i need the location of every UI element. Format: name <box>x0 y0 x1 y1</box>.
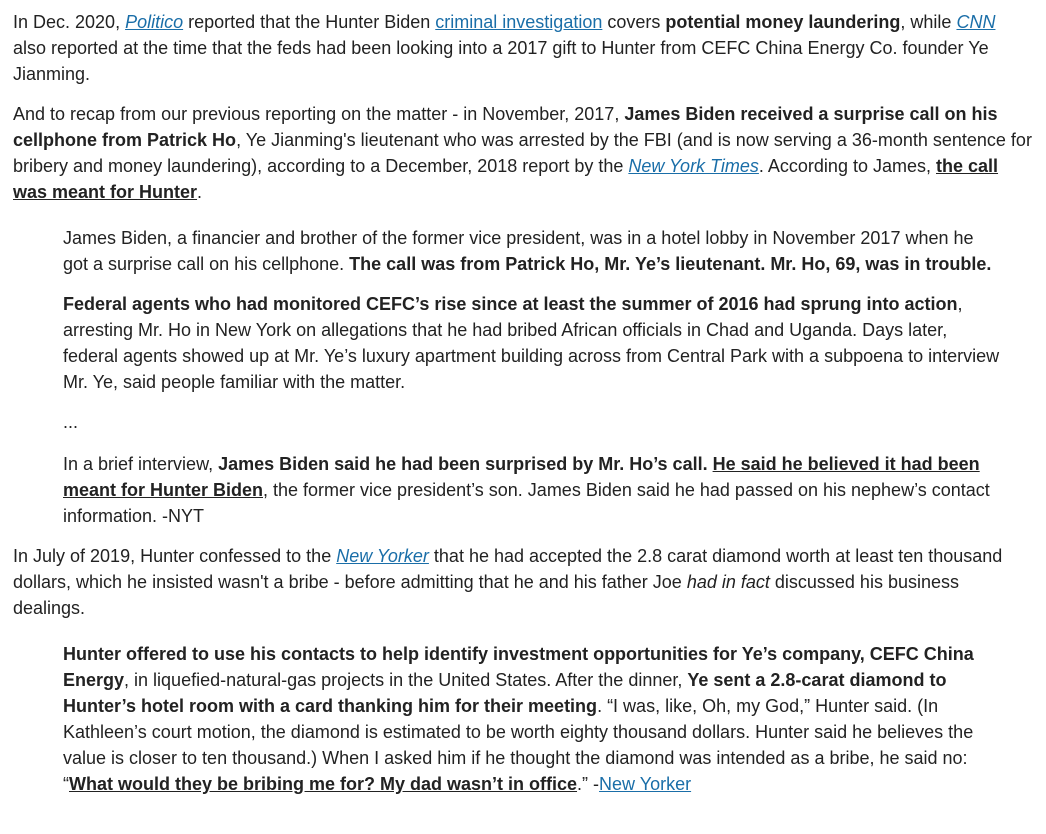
quote-paragraph <box>63 291 1003 395</box>
paragraph-politico <box>13 9 1033 87</box>
quote-paragraph <box>63 451 1003 529</box>
bold-text: James Biden said he had been surprised by Mr. Ho’s call. <box>218 454 708 474</box>
text: that he had accepted the 2.8 carat diamond worth at least ten thousand dollars, which he insisted wasn't a bribe - before admitting that he and his father Joe <box>13 546 1003 592</box>
text: , in liquefied-natural-gas projects in the United States. After the dinner, <box>124 670 688 690</box>
text: In Dec. 2020, <box>13 12 126 32</box>
text: And to recap from our previous reporting on the matter - in November, 2017, <box>13 104 625 124</box>
link-new-yorker[interactable]: New Yorker <box>336 546 429 566</box>
text: . <box>197 182 203 202</box>
quote-paragraph <box>63 641 1003 797</box>
paragraph-new-yorker <box>13 543 1033 621</box>
text: In a brief interview, <box>63 454 219 474</box>
text: , the former vice president’s son. James Biden said he had passed on his nephew’s contact information. -NYT <box>63 480 990 526</box>
quote-paragraph <box>63 225 1003 277</box>
text: In July of 2019, Hunter confessed to the <box>13 546 337 566</box>
quote-ellipsis: ... <box>63 412 79 432</box>
italic-text: had in fact <box>686 572 770 592</box>
bold-text: Ye sent a 2.8-carat diamond to Hunter’s hotel room with a card thanking him for their meeting <box>63 670 947 716</box>
link-new-york-times[interactable]: New York Times <box>628 156 759 176</box>
text: .” - <box>577 774 600 794</box>
bold-underlined-text: the call was meant for Hunter <box>13 156 999 202</box>
bold-text: The call was from Patrick Ho, Mr. Ye’s lieutenant. Mr. Ho, 69, was in trouble. <box>349 254 992 274</box>
bold-text: James Biden received a surprise call on his cellphone from Patrick Ho <box>13 104 998 150</box>
text: reported that the Hunter Biden <box>183 12 436 32</box>
text: discussed his business dealings. <box>13 572 959 618</box>
link-cnn[interactable]: CNN <box>956 12 996 32</box>
text: . “I was, like, Oh, my God,” Hunter said. (In Kathleen’s court motion, the diamond is estimated to be worth eighty thousand dollars. Hunter said he believes the value is closer to ten thousand.) When I asked him if he thought the diamond was intended as a bribe, he said no: “ <box>63 696 974 794</box>
link-criminal-investigation[interactable]: criminal investigation <box>435 12 603 32</box>
blockquote-nyt <box>63 225 1003 529</box>
text: . According to James, <box>758 156 936 176</box>
text: covers <box>602 12 666 32</box>
bold-underlined-text: He said he believed it had been meant for Hunter Biden <box>63 454 980 500</box>
text: , while <box>900 12 957 32</box>
bold-underlined-text: What would they be bribing me for? My dad wasn’t in office <box>69 774 578 794</box>
text: James Biden, a financier and brother of the former vice president, was in a hotel lobby in November 2017 when he got a surprise call on his cellphone. <box>63 228 974 274</box>
link-new-yorker-source[interactable]: New Yorker <box>599 774 692 794</box>
text: also reported at the time that the feds had been looking into a 2017 gift to Hunter from CEFC China Energy Co. founder Ye Jianming. <box>13 38 989 84</box>
bold-text: Federal agents who had monitored CEFC’s rise since at least the summer of 2016 had sprung into action <box>63 294 958 314</box>
paragraph-recap <box>13 101 1033 205</box>
link-politico[interactable]: Politico <box>125 12 184 32</box>
blockquote-new-yorker <box>63 641 1003 797</box>
text: , arresting Mr. Ho in New York on allegations that he had bribed African officials in Chad and Uganda. Days later, federal agents showed up at Mr. Ye’s luxury apartment building across from Central Park with a subpoena to interview Mr. Ye, said people familiar with the matter. <box>63 294 1000 392</box>
text: , Ye Jianming's lieutenant who was arrested by the FBI (and is now serving a 36-month sentence for bribery and money laundering), according to a December, 2018 report by the <box>13 130 1032 176</box>
bold-text: Hunter offered to use his contacts to help identify investment opportunities for Ye’s company, CEFC China Energy <box>63 644 974 690</box>
bold-text: potential money laundering <box>665 12 901 32</box>
